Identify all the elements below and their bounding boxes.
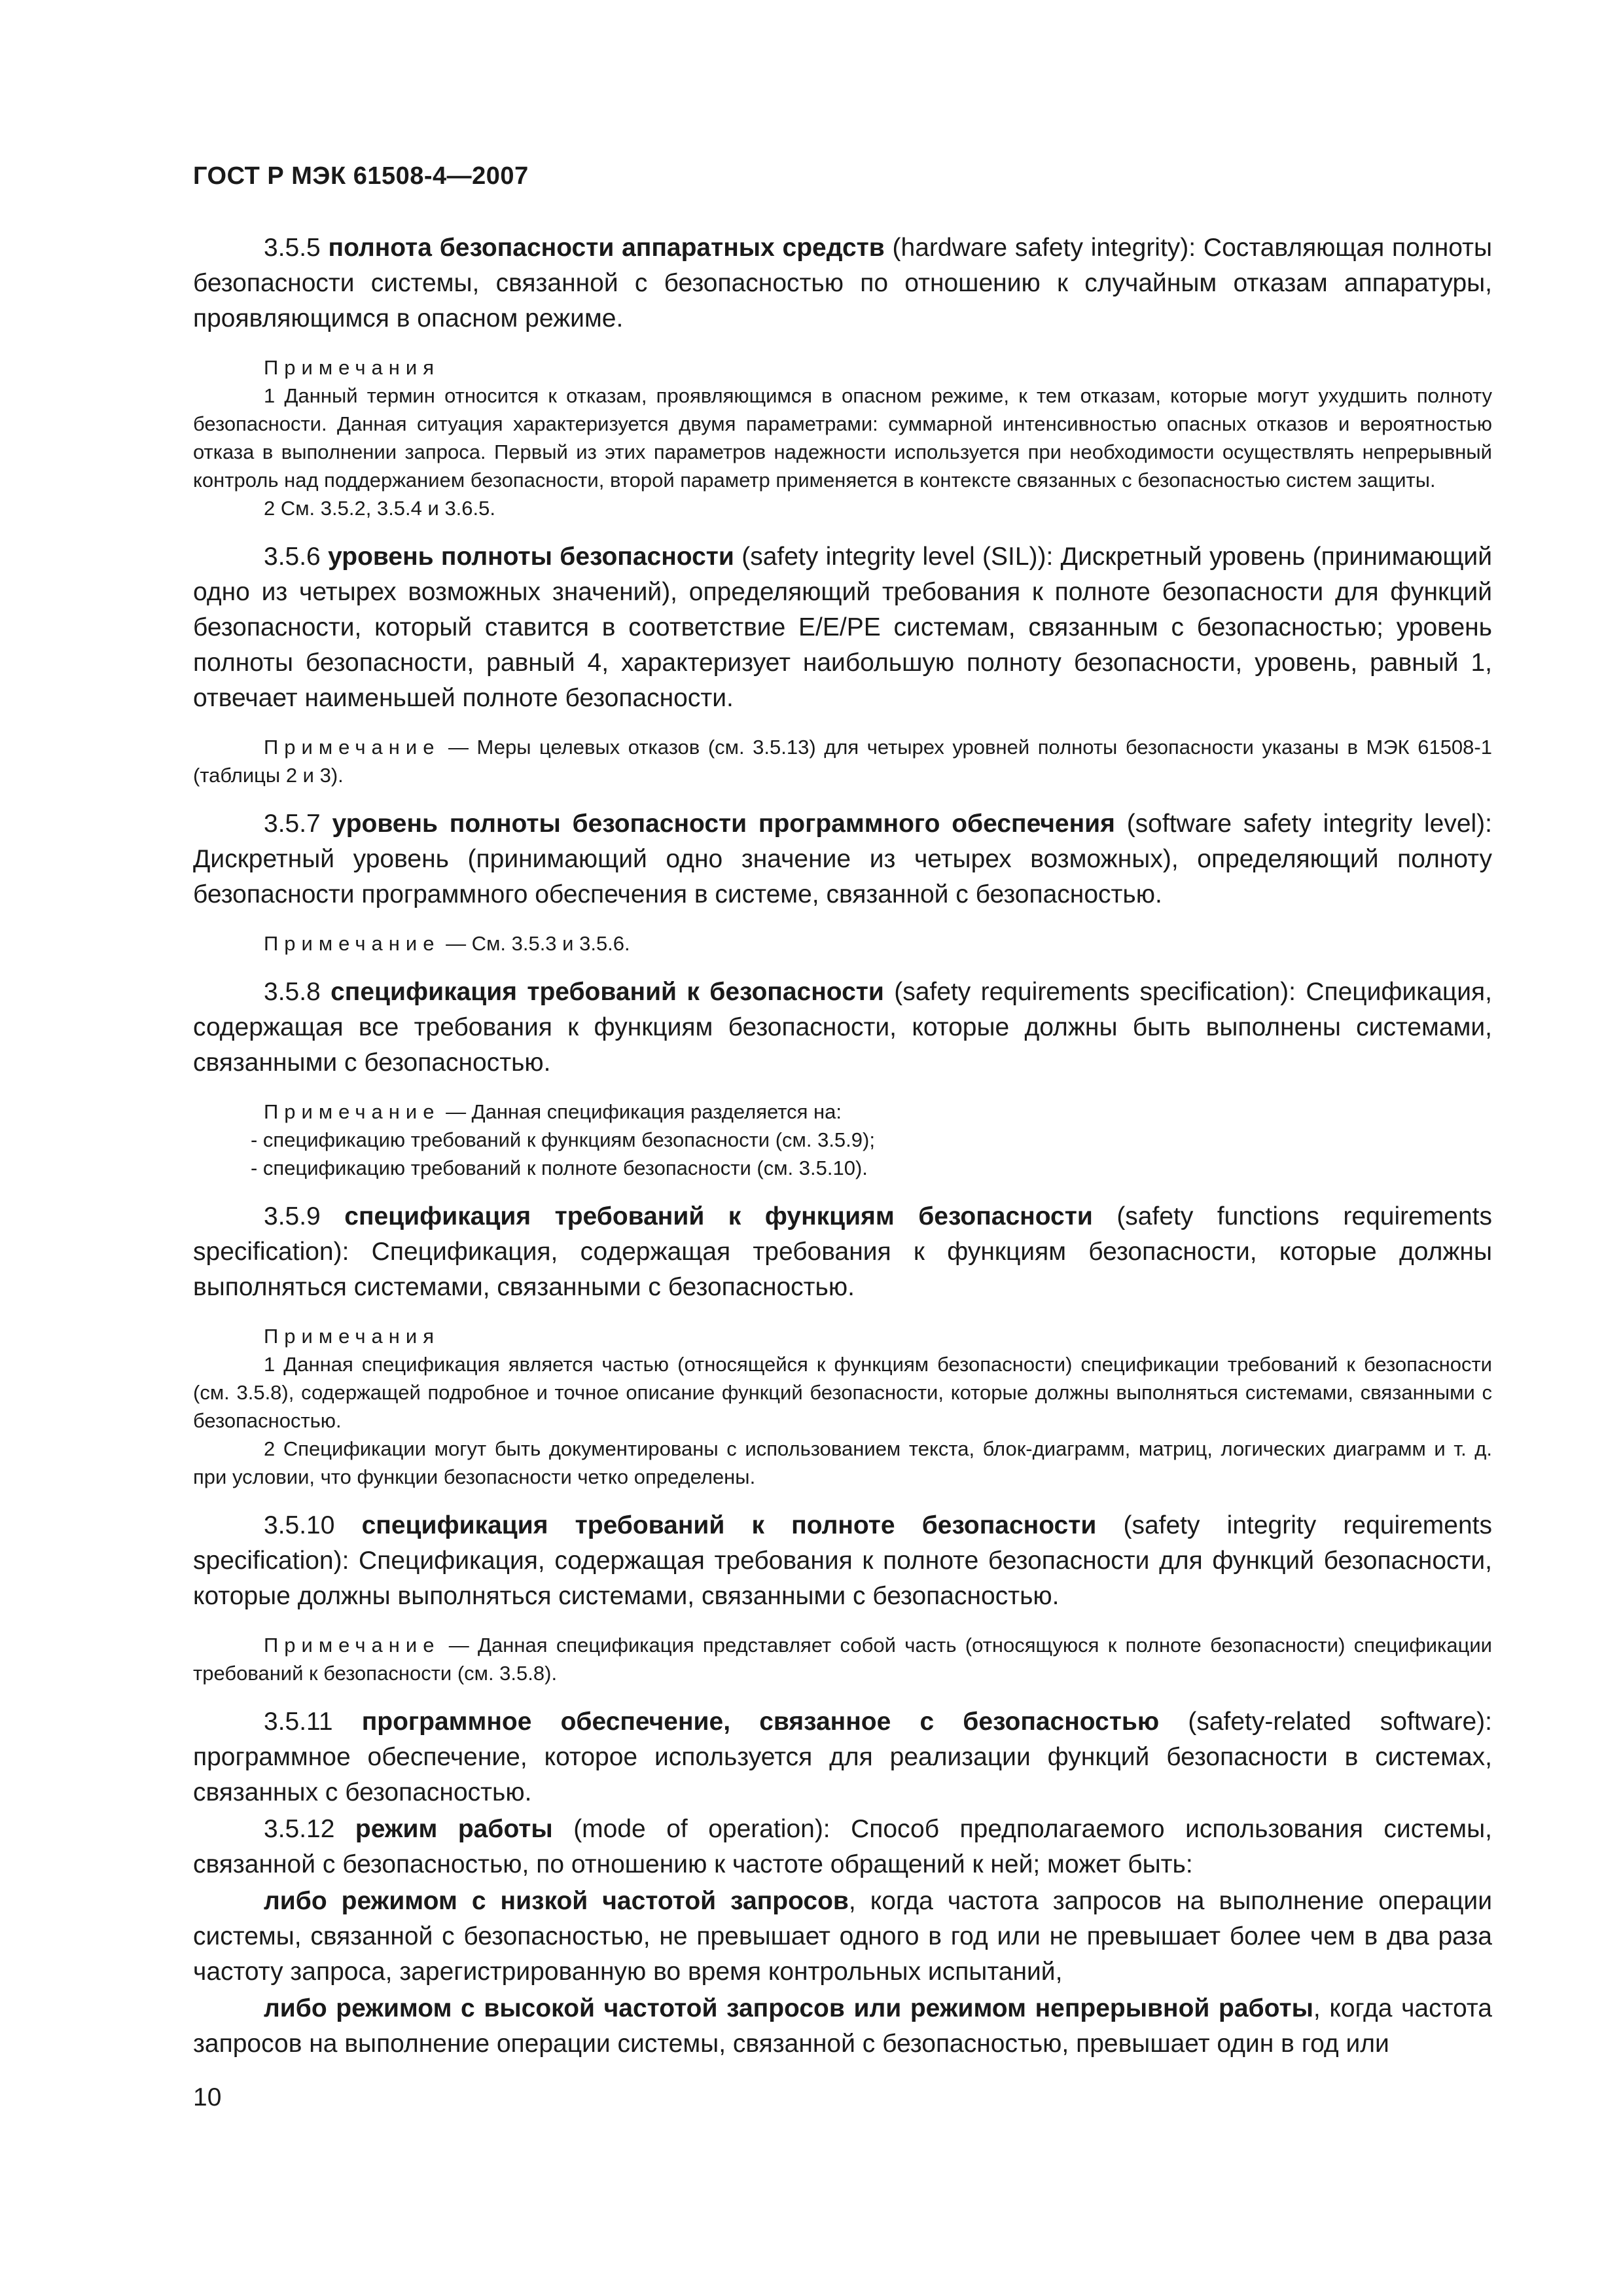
note-text: — См. 3.5.3 и 3.5.6.	[446, 932, 630, 955]
clause-term: спецификация требований к безопасности	[330, 978, 884, 1006]
note-list-item: - спецификацию требований к функциям безопасности (см. 3.5.9);	[251, 1128, 875, 1151]
clause-3-5-11	[193, 1704, 1492, 1810]
note-item: 2 Спецификации могут быть документированы с использованием текста, блок-диаграмм, матриц, логических диаграмм и т. д. при условии, что функции безопасности четко определены.	[193, 1437, 1492, 1488]
note-title: Примечание	[264, 736, 440, 759]
note-item: 1 Данная спецификация является частью (относящейся к функциям безопасности) спецификации требований к безопасности (см. 3.5.8), содержащей подробное и точное описание функций безопасности, которые должны выполняться системами, связанными с безопасностью.	[193, 1353, 1492, 1432]
note-item	[193, 1098, 1492, 1126]
clause-term: программное обеспечение, связанное с безопасностью	[361, 1708, 1160, 1736]
clause-definition: (safety integrity requirements specification): Спецификация, содержащая требования к полноте безопасности для функций безопасности, которые должны выполняться системами, связанными с безопасностью.	[193, 1511, 1493, 1610]
note-text: — Данная спецификация разделяется на:	[446, 1100, 842, 1123]
clause-definition: (mode of operation): Способ предполагаемого использования системы, связанной с безопасностью, по отношению к частоте обращений к ней; может быть:	[193, 1815, 1492, 1878]
note-title: Примечание	[264, 1634, 440, 1657]
note-text: — Меры целевых отказов (см. 3.5.13) для четырех уровней полноты безопасности указаны в МЭК 61508-1 (таблицы 2 и 3).	[193, 736, 1492, 787]
document-header: ГОСТ Р МЭК 61508-4—2007	[193, 162, 529, 190]
note-text: — Данная спецификация представляет собой часть (относящуюся к полноте безопасности) спецификации требований к безопасности (см. 3.5.8).	[193, 1634, 1492, 1685]
notes-title: Примечания	[264, 356, 440, 379]
clause-3-5-10	[193, 1508, 1492, 1614]
clause-term: спецификация требований к функциям безопасности	[344, 1202, 1093, 1230]
clause-number: 3.5.12	[264, 1815, 335, 1843]
clause-definition: (software safety integrity level): Дискретный уровень (принимающий одно значение из четырех возможных), определяющий полноту безопасности программного обеспечения в системе, связанной с безопасностью.	[193, 810, 1492, 908]
clause-3-5-8	[193, 975, 1492, 1081]
note-item	[193, 1631, 1492, 1687]
clause-number: 3.5.7	[264, 810, 321, 838]
document-page	[193, 0, 1492, 2296]
clause-term: режим работы	[355, 1815, 553, 1843]
clause-number: 3.5.10	[264, 1511, 335, 1539]
note-item: 2 См. 3.5.2, 3.5.4 и 3.6.5.	[264, 497, 496, 520]
notes-3-5-5	[193, 353, 1492, 522]
clause-3-5-6	[193, 539, 1492, 716]
mode-definition: , когда частота запросов на выполнение операции системы, связанной с безопасностью, превышает один в год или	[193, 1994, 1492, 2058]
clause-number: 3.5.5	[264, 234, 321, 262]
note-title: Примечание	[264, 1100, 440, 1123]
clause-number: 3.5.9	[264, 1202, 321, 1230]
clause-definition: (safety requirements specification): Спецификация, содержащая все требования к функциям безопасности, которые должны быть выполнены системами, связанными с безопасностью.	[193, 978, 1492, 1077]
note-3-5-8	[193, 1098, 1492, 1182]
notes-3-5-9	[193, 1322, 1492, 1491]
clause-3-5-7	[193, 806, 1492, 912]
clause-number: 3.5.11	[264, 1708, 333, 1736]
note-item	[193, 733, 1492, 789]
note-item	[193, 929, 1492, 958]
clause-definition: (hardware safety integrity): Составляющая полноты безопасности системы, связанной с безопасностью по отношению к случайным отказам аппаратуры, проявляющимся в опасном режиме.	[193, 234, 1492, 332]
note-3-5-7	[193, 929, 1492, 958]
clause-3-5-9	[193, 1199, 1492, 1305]
note-3-5-10	[193, 1631, 1492, 1687]
clause-term: полнота безопасности аппаратных средств	[328, 234, 885, 262]
mode-term: либо режимом с высокой частотой запросов или режимом непрерывной работы	[264, 1994, 1313, 2022]
mode-high-demand	[193, 1991, 1492, 2062]
note-title: Примечание	[264, 932, 440, 955]
clause-3-5-12	[193, 1812, 1492, 1882]
clause-term: спецификация требований к полноте безопасности	[361, 1511, 1097, 1539]
clause-3-5-5	[193, 230, 1492, 336]
clause-number: 3.5.6	[264, 543, 321, 571]
clause-definition: (safety integrity level (SIL)): Дискретный уровень (принимающий одно из четырех возможных значений), определяющий требования к полноте безопасности для функций безопасности, который ставится в соответствие E/E/PE системам, связанным с безопасностью; уровень полноты безопасности, равный 4, характеризует наибольшую полноту безопасности, уровень, равный 1, отвечает наименьшей полноте безопасности.	[193, 543, 1492, 712]
note-3-5-6	[193, 733, 1492, 789]
document-body	[193, 230, 1492, 2063]
clause-number: 3.5.8	[264, 978, 321, 1006]
clause-term: уровень полноты безопасности программного обеспечения	[332, 810, 1115, 838]
notes-title: Примечания	[264, 1325, 440, 1348]
clause-term: уровень полноты безопасности	[328, 543, 734, 571]
note-list-item: - спецификацию требований к полноте безопасности (см. 3.5.10).	[251, 1157, 868, 1179]
clause-definition: (safety-related software): программное обеспечение, которое используется для реализации функций безопасности в системах, связанных с безопасностью.	[193, 1708, 1493, 1806]
mode-term: либо режимом с низкой частотой запросов	[264, 1887, 849, 1915]
mode-definition: , когда частота запросов на выполнение операции системы, связанной с безопасностью, не превышает одного в год или не превышает более чем в два раза частоту запроса, зарегистрированную во время контрольных испытаний,	[193, 1887, 1493, 1986]
note-item: 1 Данный термин относится к отказам, проявляющимся в опасном режиме, к тем отказам, которые могут ухудшить полноту безопасности. Данная ситуация характеризуется двумя параметрами: суммарной интенсивностью опасных отказов и вероятностью отказа в выполнении запроса. Первый из этих параметров надежности используется при необходимости осуществлять непрерывный контроль над поддержанием безопасности, второй параметр применяется в контексте связанных с безопасностью систем защиты.	[193, 384, 1492, 492]
clause-definition: (safety functions requirements specification): Спецификация, содержащая требования к функциям безопасности, которые должны выполняться системами, связанными с безопасностью.	[193, 1202, 1493, 1301]
mode-low-demand	[193, 1884, 1492, 1990]
page-number: 10	[193, 2083, 222, 2111]
